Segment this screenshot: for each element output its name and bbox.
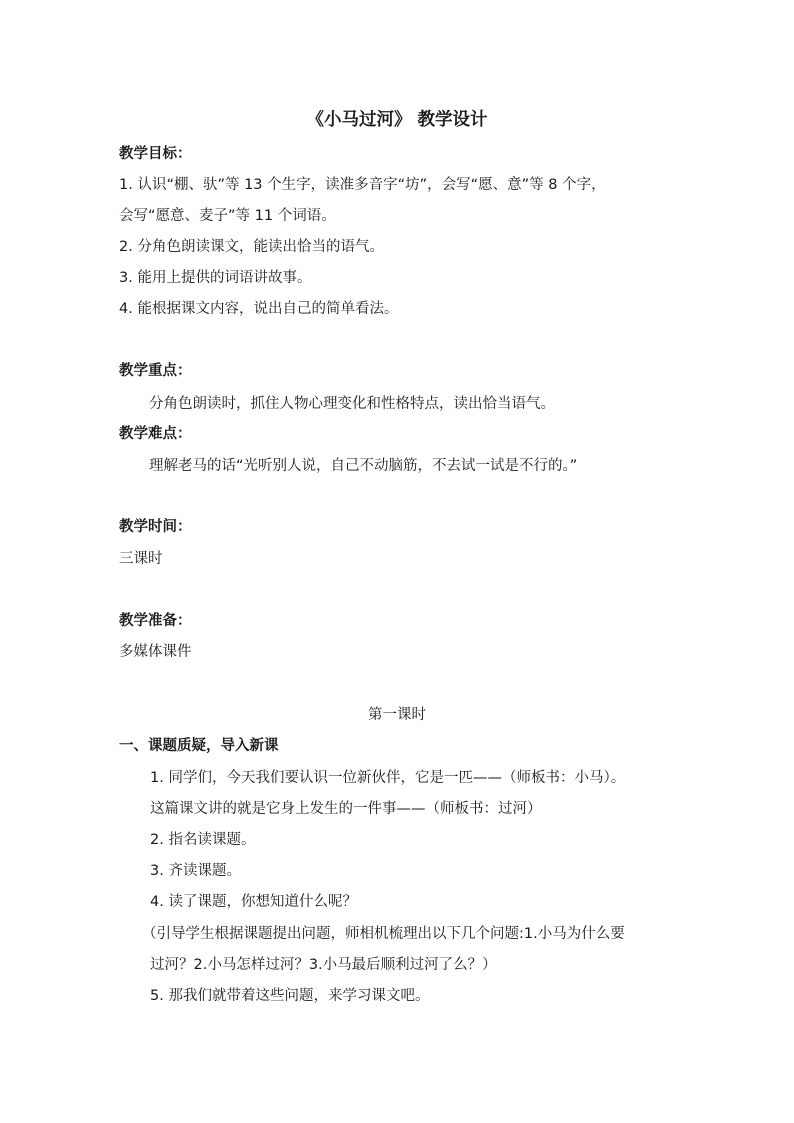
- section-heading: 一、课题质疑，导入新课: [119, 738, 279, 754]
- document-title: 《小马过河》 教学设计: [306, 110, 488, 130]
- lesson-line: 5. 那我们就带着这些问题，来学习课文吧。: [150, 988, 430, 1004]
- time-text: 三课时: [119, 551, 163, 567]
- lesson-title: 第一课时: [368, 707, 426, 723]
- objective-line: 1. 认识“棚、驮”等 13 个生字，读准多音字“坊”，会写“愿、意”等 8 个字，: [119, 177, 606, 193]
- lesson-line: 这篇课文讲的就是它身上发生的一件事——（师板书：过河）: [150, 801, 542, 817]
- lesson-line: 1. 同学们，今天我们要认识一位新伙伴，它是一匹——（师板书：小马）。: [150, 770, 626, 786]
- difficulty-text: 理解老马的话“光听别人说，自己不动脑筋，不去试一试是不行的。”: [149, 458, 578, 474]
- lesson-line: 3. 齐读课题。: [150, 863, 241, 879]
- difficulty-heading: 教学难点：: [119, 426, 192, 442]
- lesson-line: 2. 指名读课题。: [150, 832, 256, 848]
- objectives-heading: 教学目标：: [119, 146, 192, 162]
- lesson-line: 过河？2.小马怎样过河？3.小马最后顺利过河了么？）: [150, 957, 497, 973]
- lesson-line: （引导学生根据课题提出问题，师相机梳理出以下几个问题:1.小马为什么要: [142, 926, 625, 942]
- prep-text: 多媒体课件: [119, 644, 192, 660]
- key-point-text: 分角色朗读时，抓住人物心理变化和性格特点，读出恰当语气。: [149, 396, 555, 412]
- objective-line: 会写“愿意、麦子”等 11 个词语。: [119, 208, 336, 224]
- prep-heading: 教学准备：: [119, 613, 192, 629]
- objective-line: 4. 能根据课文内容，说出自己的简单看法。: [119, 301, 399, 317]
- time-heading: 教学时间：: [119, 519, 192, 535]
- objective-line: 2. 分角色朗读课文，能读出恰当的语气。: [119, 239, 384, 255]
- lesson-line: 4. 读了课题，你想知道什么呢？: [150, 894, 357, 910]
- objective-line: 3. 能用上提供的词语讲故事。: [119, 270, 312, 286]
- key-point-heading: 教学重点：: [119, 363, 192, 379]
